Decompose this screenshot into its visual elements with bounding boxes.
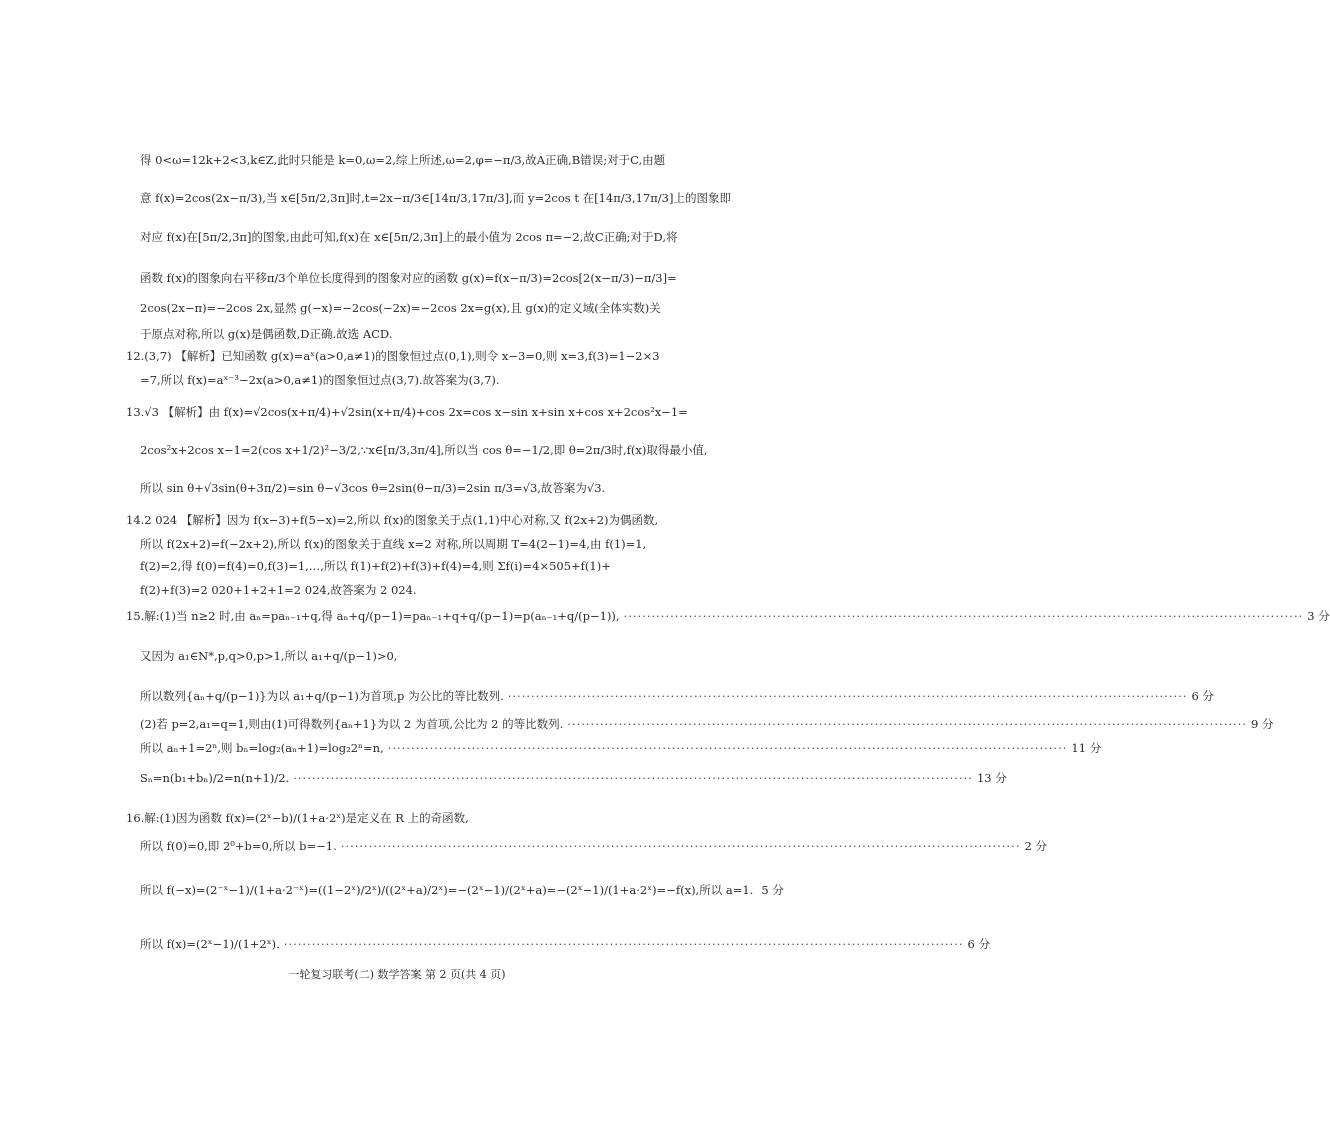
solution-text: 所以 f(0)=0,即 2⁰+b=0,所以 b=−1.	[140, 839, 337, 853]
score-label: 6 分	[967, 937, 990, 951]
answer-13-line: 13.√3 【解析】由 f(x)=√2cos(x+π/4)+√2sin(x+π/4)+cos 2x=cos x−sin x+sin x+cos x+2cos²x−1=	[126, 405, 688, 419]
q15-line-5	[140, 740, 1102, 756]
score-label: 3 分	[1307, 609, 1330, 623]
score-label: 13 分	[976, 771, 1007, 785]
score-label: 9 分	[1250, 717, 1274, 731]
dot-leader	[624, 608, 1304, 624]
dot-leader	[567, 716, 1247, 732]
solution-text: Sₙ=n(b₁+bₙ)/2=n(n+1)/2.	[140, 771, 290, 785]
q15-line-6	[140, 770, 1007, 786]
dot-leader	[293, 770, 973, 786]
score-label: 6 分	[1191, 689, 1214, 703]
text-line: 对应 f(x)在[5π/2,3π]的图象,由此可知,f(x)在 x∈[5π/2,3π]上的最小值为 2cos π=−2,故C正确;对于D,将	[140, 230, 678, 244]
text-line: 得 0<ω=12k+2<3,k∈Z,此时只能是 k=0,ω=2,综上所述,ω=2,φ=−π/3,故A正确,B错误;对于C,由题	[140, 153, 666, 167]
answer-12-line: 12.(3,7) 【解析】已知函数 g(x)=aˣ(a>0,a≠1)的图象恒过点(0,1),则令 x−3=0,则 x=3,f(3)=1−2×3	[126, 349, 660, 363]
dot-leader	[284, 936, 964, 952]
solution-text: (2)若 p=2,a₁=q=1,则由(1)可得数列{aₙ+1}为以 2 为首项,公比为 2 的等比数列.	[140, 717, 564, 731]
text-line: 函数 f(x)的图象向右平移π/3个单位长度得到的图象对应的函数 g(x)=f(x−π/3)=2cos[2(x−π/3)−π/3]=	[140, 271, 677, 285]
q15-line-1	[126, 608, 1330, 624]
text-line: f(2)+f(3)=2 020+1+2+1=2 024,故答案为 2 024.	[140, 583, 417, 597]
score-label: 5 分	[761, 883, 784, 897]
solution-text: 所以数列{aₙ+q/(p−1)}为以 a₁+q/(p−1)为首项,p 为公比的等比数列.	[140, 689, 504, 703]
text-line: 所以 sin θ+√3sin(θ+3π/2)=sin θ−√3cos θ=2sin(θ−π/3)=2sin π/3=√3,故答案为√3.	[140, 481, 606, 495]
text-line: =7,所以 f(x)=aˣ⁻³−2x(a>0,a≠1)的图象恒过点(3,7).故答案为(3,7).	[140, 373, 500, 387]
solution-text: 所以 f(−x)=(2⁻ˣ−1)/(1+a·2⁻ˣ)=((1−2ˣ)/2ˣ)/((2ˣ+a)/2ˣ)=−(2ˣ−1)/(2ˣ+a)=−(2ˣ−1)/(1+a·2ˣ)=−f(x),所以 a=1.	[140, 883, 754, 897]
text-line: 所以 f(2x+2)=f(−2x+2),所以 f(x)的图象关于直线 x=2 对称,所以周期 T=4(2−1)=4,由 f(1)=1,	[140, 537, 647, 551]
q16-line-1: 16.解:(1)因为函数 f(x)=(2ˣ−b)/(1+a·2ˣ)是定义在 R 上的奇函数,	[126, 811, 469, 825]
score-label: 2 分	[1024, 839, 1047, 853]
dot-leader	[508, 688, 1188, 704]
q16-line-2	[140, 838, 1047, 854]
dot-leader	[388, 740, 1068, 756]
page-footer: 一轮复习联考(二) 数学答案 第 2 页(共 4 页)	[288, 968, 506, 981]
q15-line-3	[140, 688, 1214, 704]
solution-text: 15.解:(1)当 n≥2 时,由 aₙ=paₙ₋₁+q,得 aₙ+q/(p−1)=paₙ₋₁+q+q/(p−1)=p(aₙ₋₁+q/(p−1)),	[126, 609, 620, 623]
text-line: 于原点对称,所以 g(x)是偶函数,D正确.故选 ACD.	[140, 327, 393, 341]
q16-line-3	[140, 882, 784, 898]
q16-line-4	[140, 936, 990, 952]
text-line: 2cos²x+2cos x−1=2(cos x+1/2)²−3/2,∵x∈[π/3,3π/4],所以当 cos θ=−1/2,即 θ=2π/3时,f(x)取得最小值,	[140, 443, 708, 457]
answer-14-line: 14.2 024 【解析】因为 f(x−3)+f(5−x)=2,所以 f(x)的图象关于点(1,1)中心对称,又 f(2x+2)为偶函数,	[126, 513, 659, 527]
solution-text: 所以 aₙ+1=2ⁿ,则 bₙ=log₂(aₙ+1)=log₂2ⁿ=n,	[140, 741, 384, 755]
q15-line-2: 又因为 a₁∈N*,p,q>0,p>1,所以 a₁+q/(p−1)>0,	[140, 649, 398, 663]
q15-line-4	[140, 716, 1274, 732]
text-line: 意 f(x)=2cos(2x−π/3),当 x∈[5π/2,3π]时,t=2x−π/3∈[14π/3,17π/3],而 y=2cos t 在[14π/3,17π/3]上的图象即	[140, 191, 731, 205]
solution-text: 所以 f(x)=(2ˣ−1)/(1+2ˣ).	[140, 937, 280, 951]
score-label: 11 分	[1071, 741, 1102, 755]
text-line: 2cos(2x−π)=−2cos 2x,显然 g(−x)=−2cos(−2x)=−2cos 2x=g(x),且 g(x)的定义域(全体实数)关	[140, 301, 661, 315]
text-line: f(2)=2,得 f(0)=f(4)=0,f(3)=1,…,所以 f(1)+f(2)+f(3)+f(4)=4,则 Σf(i)=4×505+f(1)+	[140, 559, 611, 573]
dot-leader	[341, 838, 1021, 854]
